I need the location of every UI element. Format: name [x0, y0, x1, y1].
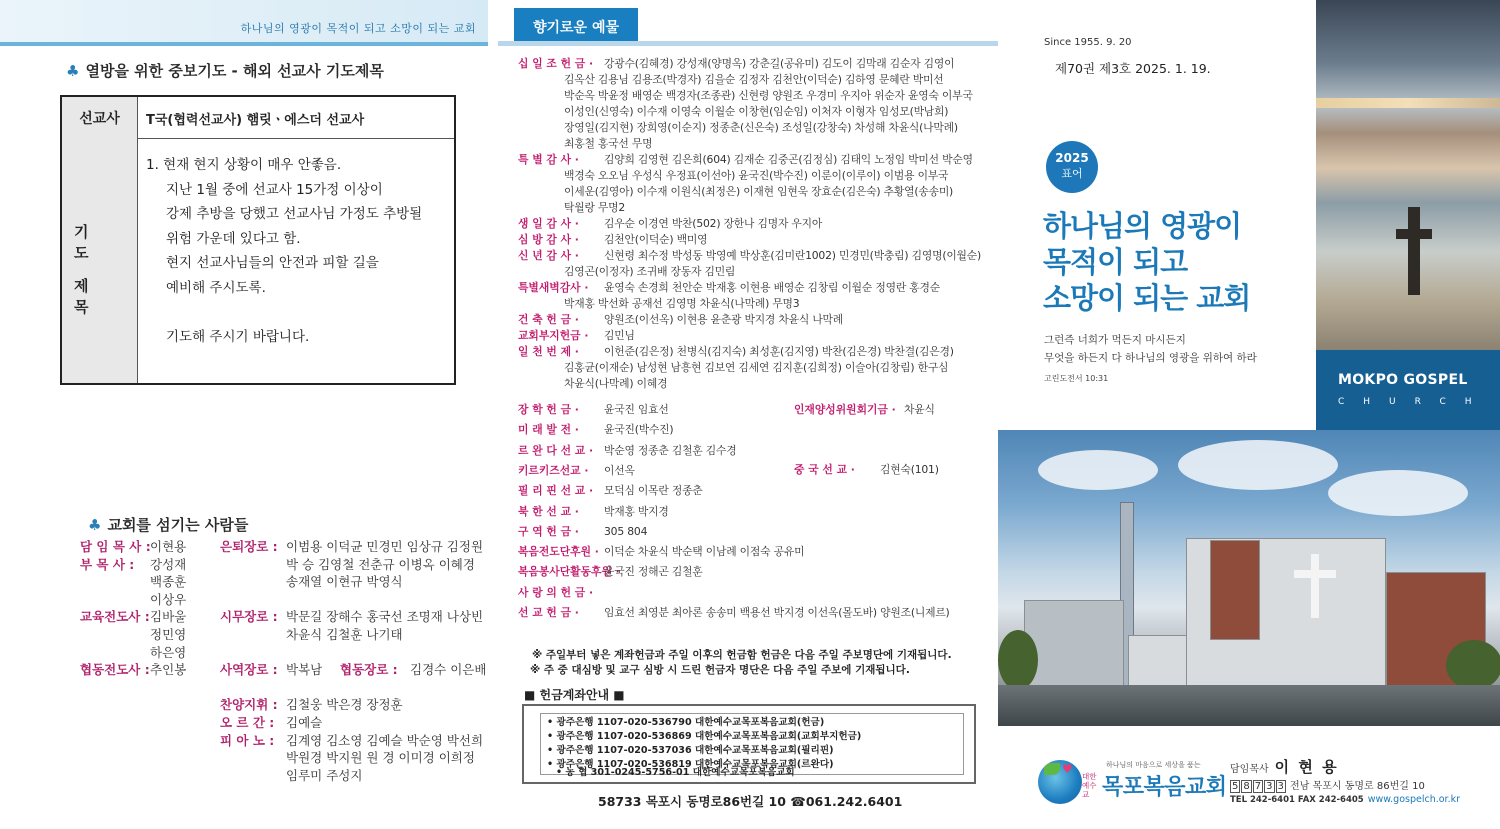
offering-value	[564, 280, 998, 312]
offering-value	[564, 248, 998, 280]
prayer-section-title	[66, 60, 384, 81]
sea-cross-image	[1316, 0, 1500, 350]
offering-line: 강광수(김혜경) 강성재(양명옥) 강춘길(공유미) 김도이 김막래 김순자 김영이	[604, 57, 955, 70]
staff-names: 이현용	[150, 539, 187, 554]
staff-row	[220, 626, 403, 644]
motto-badge	[1046, 141, 1098, 193]
prayer-line: 강제 추방을 당했고 선교사님 가정도 추방될	[166, 206, 423, 223]
offering-line: 김옥산 김용님 김용조(박경자) 김을순 김정자 김천안(이덕순) 김하영 문혜란 박미선	[564, 73, 944, 86]
missionary-row	[62, 97, 454, 139]
staff-row	[220, 608, 483, 626]
offering-line: 박순옥 박윤정 배영순 백경자(조종관) 신현령 양원조 우경미 우지아 위순자 윤영숙 이부국	[564, 89, 973, 102]
badge-year: 2025	[1055, 151, 1089, 165]
title-line: 목적이 되고	[1043, 245, 1188, 279]
account-title: ■ 헌금계좌안내 ■	[524, 688, 625, 702]
offering-line: 차윤식(나막례) 이혜경	[564, 377, 668, 390]
staff-title: 시무장로 :	[220, 609, 278, 625]
staff-title: 은퇴장로 :	[220, 539, 278, 554]
staff-title: 협동전도사 :	[80, 662, 150, 678]
logo-tagline: 하나님의 마음으로 세상을 품는	[1106, 761, 1201, 769]
staff-names: 추인봉	[150, 662, 187, 678]
church-logo-icon: ♥	[1038, 760, 1082, 804]
offering-line: 이세운(김영아) 이수재 이원식(최정은) 이재현 임현욱 장효순(김은숙) 추황열(송송미)	[564, 185, 954, 198]
offering-value: 윤국진 임효선	[604, 403, 669, 416]
offering-key: 십 일 조 헌 금 ·	[518, 57, 594, 70]
staff-title: 부 목 사 :	[80, 556, 135, 572]
offering-key: 심 방 감 사 ·	[518, 233, 579, 246]
account-box	[522, 704, 976, 784]
staff-title: 협동장로 :	[340, 662, 398, 678]
offering-value: 박재홍 박지경	[604, 504, 669, 518]
offering-key: 미 래 발 전 ·	[518, 423, 579, 437]
website-link[interactable]: www.gospelch.or.kr	[1367, 794, 1461, 805]
staff-row	[80, 661, 186, 679]
offering-notes	[532, 648, 952, 678]
offering-key: 중 국 선 교 ·	[794, 463, 855, 476]
staff-names: 김경수 이은배	[410, 662, 487, 678]
zip-digit: 7	[1254, 781, 1262, 792]
offering-value: 이덕순 차윤식 박순택 이남례 이점숙 공유미	[604, 545, 805, 559]
account-row: • 광주은행 1107-020-536790 대한예수교목포복음교회(헌금)	[547, 717, 825, 728]
topic-label-a: 기 도	[74, 223, 99, 262]
offering-key: 특 별 감 사 ·	[518, 153, 579, 166]
offering-tab: 향기로운 예물	[514, 8, 638, 46]
church-footer	[998, 726, 1500, 829]
offering-key: 일 천 번 제 ·	[518, 345, 579, 358]
offering-key: 북 한 선 교 ·	[518, 504, 579, 518]
offering-key: 사 랑 의 헌 금 ·	[518, 585, 594, 599]
staff-names: 박문길 장해수 홍국선 조명재 나상빈	[286, 609, 484, 625]
staff-title-text: 교회를 섬기는 사람들	[107, 516, 249, 534]
offering-key: 특별새벽감사 ·	[518, 281, 589, 294]
staff-names: 박 승 김영철 전춘규 이병옥 이혜경	[286, 556, 475, 572]
staff-names: 정민영	[150, 627, 187, 642]
staff-names: 김바울	[150, 609, 187, 625]
staff-names: 김예슬	[286, 715, 323, 730]
offering-key: 구 역 헌 금 ·	[518, 524, 579, 538]
building-cross-icon	[1311, 554, 1319, 618]
badge-sub: 표어	[1061, 167, 1083, 180]
church-address: 58733 목포시 동명로86번길 10 ☎061.242.6401	[598, 794, 903, 809]
prayer-line: 예비해 주시도록.	[166, 279, 266, 296]
verse-line: 그런즉 너희가 먹든지 마시든지	[1044, 334, 1186, 346]
staff-row	[220, 573, 403, 591]
club-icon: ♣	[88, 516, 102, 534]
staff-row	[220, 732, 483, 750]
account-row: • 광주은행 1107-020-536819 대한예수교목포복음교회(르완다)	[547, 759, 834, 770]
offering-line: 박재홍 박선화 공재선 김영명 차윤식(나막례) 무명3	[564, 297, 800, 310]
offering-value: 모덕심 이목란 정종춘	[604, 484, 703, 498]
offering-value	[564, 152, 998, 216]
church-name: 목포복음교회	[1102, 775, 1227, 800]
staff-title: 교육전도사 :	[80, 609, 150, 625]
staff-names: 강성재	[150, 556, 187, 572]
prayer-topic-label	[62, 139, 138, 383]
staff-names: 차윤식 김철훈 나기태	[286, 627, 403, 642]
staff-row	[340, 661, 486, 679]
panel-prayer-staff	[0, 0, 498, 829]
panel-cover	[998, 0, 1500, 829]
church-text: CHURCH	[1338, 397, 1491, 407]
prayer-body	[146, 153, 446, 349]
staff-names: 김계영 김소영 김예슬 박순영 박선희	[286, 732, 484, 748]
pastor-label: 담임목사	[1230, 764, 1269, 775]
prayer-line: 지난 1월 중에 선교사 15가정 이상이	[166, 181, 383, 198]
offering-value: 이선옥	[604, 463, 635, 477]
prayer-table	[60, 95, 456, 385]
prayer-line: 1. 현재 현지 상황이 매우 안좋음.	[146, 157, 342, 173]
offering-line: 이성인(신영숙) 이수재 이영숙 이월순 이창현(임순임) 이처자 이형자 임성모(박남희)	[564, 105, 949, 118]
offering-value: 임효선 최영분 최아론 송송미 백용선 박지경 이선옥(몰도바) 양원조(니제르)	[604, 606, 950, 619]
staff-names: 이범용 이덕균 민경민 임상규 김정원	[286, 539, 484, 554]
offering-line: 김양희 김영현 김은희(604) 김재순 김중곤(김정심) 김태익 노정임 박미선 박순영	[604, 153, 973, 166]
offering-line: 이헌준(김은정) 천병식(김지숙) 최성훈(김지영) 박찬(김은경) 박찬결(김은경)	[604, 345, 954, 358]
offering-value	[604, 232, 998, 248]
header-band	[0, 0, 488, 46]
offering-line: 장영일(김지현) 장희영(이순지) 정종춘(신은숙) 조성일(강창숙) 차성해 차윤식(나막례)	[564, 121, 958, 134]
offering-value: 윤국진 정해곤 김철훈	[604, 565, 703, 579]
topic-label-b: 제 목	[74, 277, 99, 316]
offering-key: 신 년 감 사 ·	[518, 249, 579, 262]
offering-key: 건 축 헌 금 ·	[518, 313, 579, 326]
staff-row	[80, 644, 186, 662]
account-row: • 광주은행 1107-020-536869 대한예수교목포복음교회(교회부지헌금)	[547, 731, 862, 742]
account-row: • 광주은행 1107-020-537036 대한예수교목포복음교회(필리핀)	[547, 745, 834, 756]
offering-key: 키르키즈선교 ·	[518, 463, 589, 477]
staff-row	[80, 626, 186, 644]
offering-line: 윤영숙 손경희 천안순 박재홍 이현용 배영순 김창림 이월순 정영란 홍경순	[604, 281, 940, 294]
zip-digit: 3	[1266, 781, 1273, 792]
offering-value: 윤국진(박수진)	[604, 423, 674, 437]
staff-names: 백종훈	[150, 574, 187, 590]
staff-row	[220, 556, 475, 574]
church-building-photo	[998, 430, 1500, 726]
staff-title: 담 임 목 사 :	[80, 539, 151, 554]
offering-key: 인재양성위원회기금 ·	[794, 403, 896, 416]
offering-key: 생 일 감 사 ·	[518, 217, 579, 230]
offering-line: 김홍균(이재순) 남성현 남흥현 김보연 김세연 김지훈(김희정) 이슬아(김창림) 한구심	[564, 361, 949, 374]
staff-right-list	[220, 538, 490, 788]
zip-digit: 5	[1232, 781, 1239, 792]
staff-row	[80, 573, 186, 591]
title-line: 소망이 되는 교회	[1043, 281, 1251, 315]
offering-line: 김우순 이경연 박찬(502) 장한나 김명자 우지아	[604, 217, 823, 230]
offering-key: 필 리 핀 선 교 ·	[518, 484, 594, 498]
staff-title: 피 아 노 :	[220, 732, 275, 748]
pastor-name: 이 현 용	[1274, 758, 1339, 776]
staff-row	[220, 661, 322, 679]
offering-value: 박순영 정종춘 김철훈 김수경	[604, 443, 737, 457]
offering-key: 복음전도단후원 ·	[518, 545, 599, 559]
pastor-info	[1230, 756, 1339, 777]
contact-info	[1230, 794, 1460, 805]
postal-address	[1230, 777, 1425, 792]
panel-offerings	[498, 0, 998, 829]
staff-row	[220, 714, 322, 732]
prayer-line: 위험 가운데 있다고 함.	[166, 230, 301, 247]
account-row: • 농 협 301-0245-5756-01 대한예수교목포복음교회	[556, 767, 795, 778]
title-line: 하나님의 영광이	[1043, 209, 1242, 243]
offering-value	[604, 328, 998, 344]
zip-digit: 3	[1277, 781, 1284, 792]
denomination-text: 대한예수교	[1082, 772, 1097, 799]
staff-names: 박원경 박지원 원 경 이미경 이희정	[286, 750, 475, 766]
staff-title: 찬양지휘 :	[220, 697, 278, 713]
staff-row	[80, 591, 186, 609]
offering-value: 김현숙(101)	[880, 463, 939, 476]
offering-key: 장 학 헌 금 ·	[518, 403, 579, 416]
staff-names: 송재열 이현규 박영식	[286, 574, 403, 590]
staff-row	[80, 538, 186, 556]
note-line: ※ 주일부터 넣은 계좌헌금과 주일 이후의 헌금함 헌금은 다음 주일 주보명단에 기재됩니다.	[532, 649, 952, 661]
motto-text: 하나님의 영광이 목적이 되고 소망이 되는 교회	[240, 22, 476, 35]
prayer-line: 기도해 주시기 바랍니다.	[166, 328, 310, 345]
address-text: 전남 목포시 동명로 86번길 10	[1286, 781, 1425, 792]
verse-reference: 고린도전서 10:31	[1044, 374, 1109, 383]
club-icon: ♣	[66, 62, 80, 80]
staff-names: 하은영	[150, 644, 187, 660]
staff-section-title	[88, 514, 248, 535]
note-line: ※ 주 중 대심방 및 교구 심방 시 드린 헌금자 명단은 다음 주일 주보에 기재됩니다.	[530, 664, 910, 676]
offering-line: 김민님	[604, 329, 635, 342]
staff-row	[220, 696, 403, 714]
staff-left-list	[80, 538, 220, 688]
staff-row	[220, 538, 483, 556]
offering-value	[564, 344, 998, 392]
offering-line: 양원조(이선옥) 이현용 윤춘광 박지경 차윤식 나막례	[604, 313, 844, 326]
offering-header	[498, 0, 998, 46]
prayer-line	[146, 301, 446, 325]
since-text: Since 1955. 9. 20	[1044, 37, 1132, 48]
offering-value: 305 804	[604, 524, 648, 538]
missionary-value: T국(협력선교사) 햄릿ㆍ에스더 선교사	[146, 113, 365, 128]
staff-row	[80, 608, 186, 626]
staff-row	[220, 767, 362, 785]
zip-digit: 8	[1243, 781, 1250, 792]
verse-line: 무엇을 하든지 다 하나님의 영광을 위하여 하라	[1044, 352, 1257, 364]
phone-text: TEL 242-6401 FAX 242-6405	[1230, 795, 1364, 805]
missionary-label: 선교사	[62, 97, 138, 139]
staff-row	[80, 556, 186, 574]
offering-value	[604, 312, 998, 328]
offering-line: 백경숙 오오님 우성식 우정표(이선아) 윤국진(박수진) 이룬이(이루이) 이범용 이부국	[564, 169, 949, 182]
offering-key: 복음봉사단활동후원 ·	[518, 565, 620, 579]
offering-value	[604, 216, 998, 232]
staff-names: 임루미 주성지	[286, 767, 363, 783]
staff-names: 박복남	[286, 662, 323, 678]
offering-line: 김영곤(이정자) 조귀배 장동자 김민림	[564, 265, 736, 278]
header-stripe	[0, 42, 488, 46]
offering-line: 신현령 최수정 박성동 박영예 박상훈(김미란1002) 민경민(박충림) 김영명(이월순)	[604, 249, 982, 262]
issue-text: 제70권 제3호 2025. 1. 19.	[1055, 61, 1211, 76]
staff-title: 오 르 간 :	[220, 715, 275, 730]
scripture-verse	[1044, 331, 1257, 367]
horizon-glow	[1316, 98, 1500, 108]
header-stripe	[498, 41, 998, 46]
offering-value	[564, 56, 998, 152]
offering-value: 차윤식	[904, 403, 935, 416]
offering-line: 최홍철 홍국선 무명	[564, 137, 653, 150]
church-name-band	[1316, 350, 1500, 430]
offering-line: 김천안(이덕순) 백미영	[604, 233, 708, 246]
prayer-line: 현지 선교사님들의 안전과 피할 길을	[166, 255, 379, 272]
gospel-text: MOKPO GOSPEL	[1338, 372, 1468, 388]
offering-key: 선 교 헌 금 ·	[518, 606, 579, 619]
offering-line: 탁월랑 무명2	[564, 201, 626, 214]
cover-title	[1043, 208, 1250, 316]
staff-names: 김철웅 박은경 장정훈	[286, 697, 403, 713]
offering-key: 르 완 다 선 교 ·	[518, 443, 594, 457]
offering-key: 교회부지헌금 ·	[518, 329, 589, 342]
staff-names: 이상우	[150, 591, 187, 607]
prayer-title-text: 열방을 위한 중보기도 - 해외 선교사 기도제목	[85, 62, 384, 80]
staff-row	[220, 749, 475, 767]
staff-title: 사역장로 :	[220, 662, 278, 678]
